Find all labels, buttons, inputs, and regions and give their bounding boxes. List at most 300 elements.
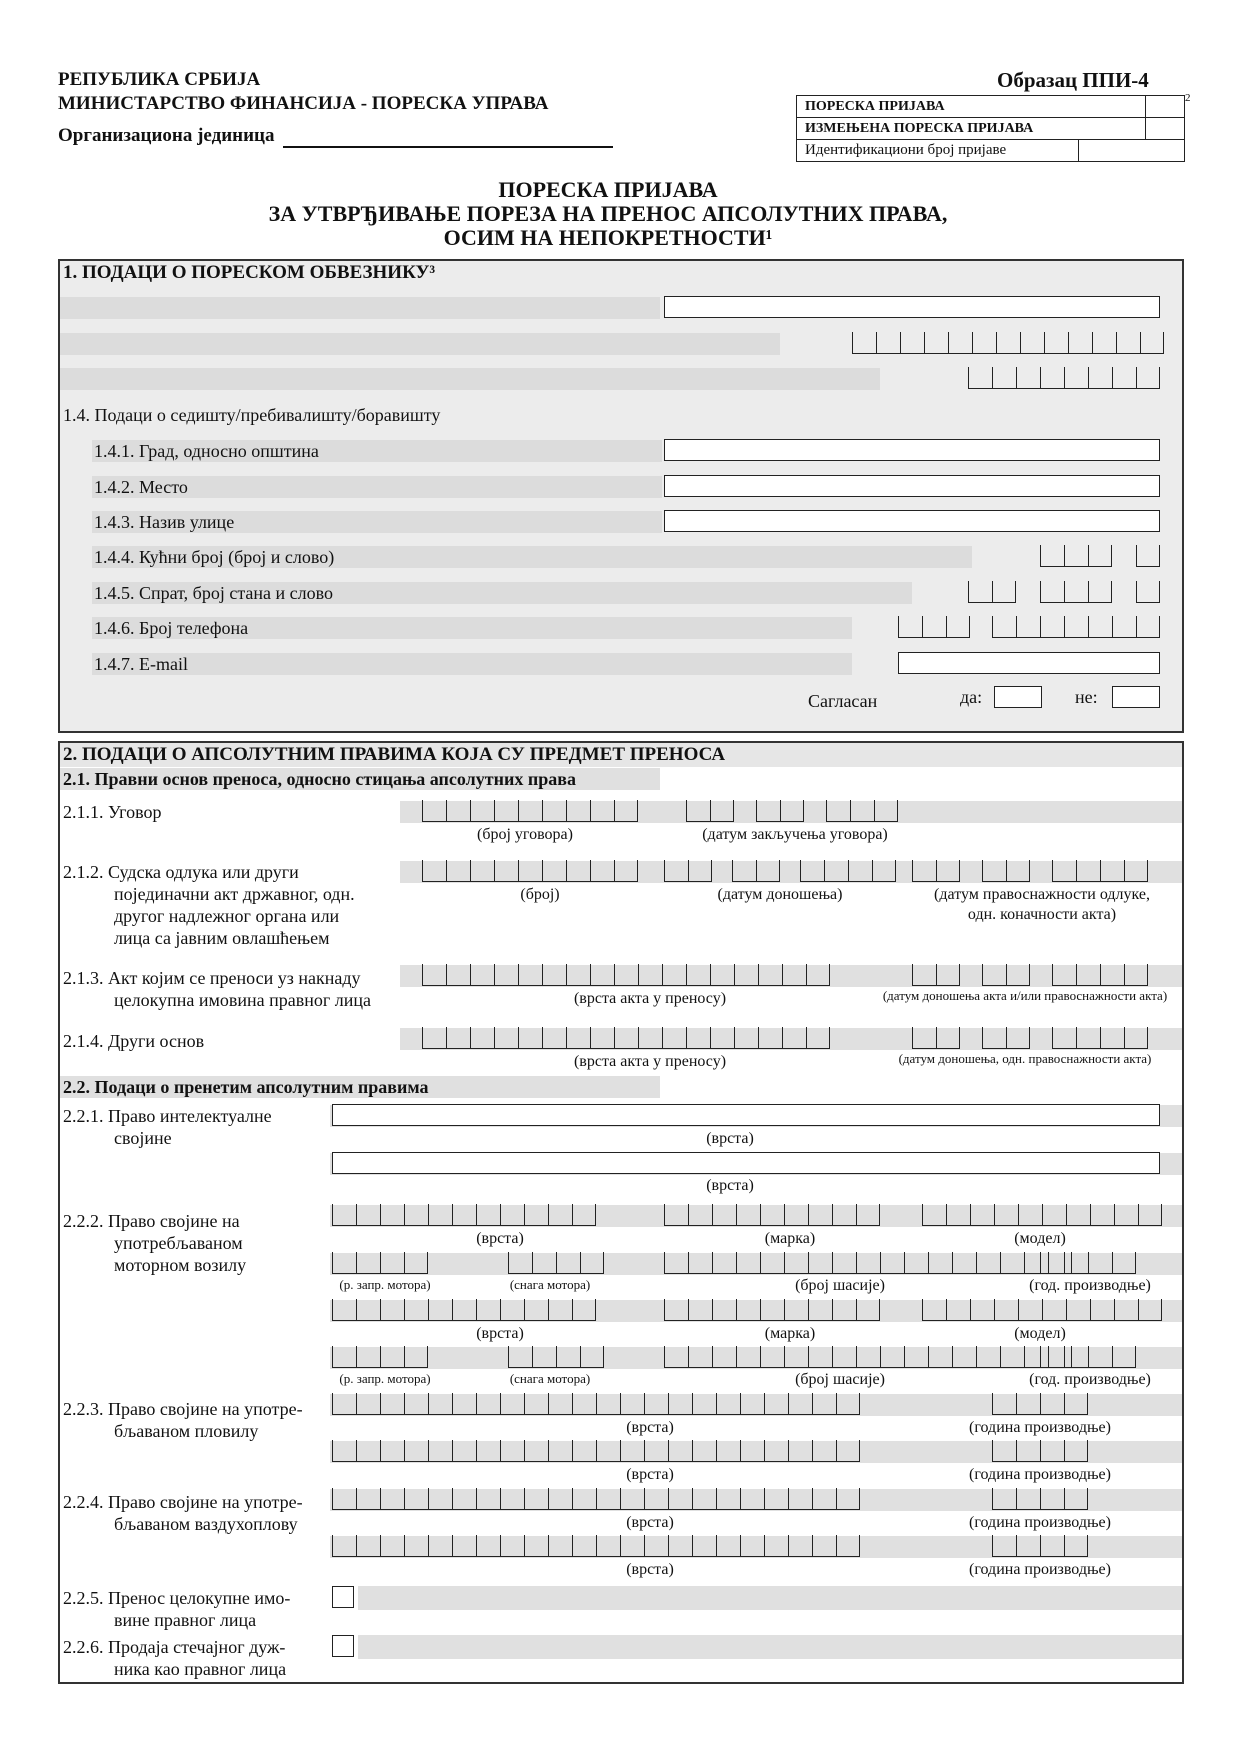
comb-cell[interactable]: [712, 1204, 736, 1226]
comb-cell[interactable]: [404, 1299, 428, 1321]
comb-cell[interactable]: [692, 1488, 716, 1510]
comb-cell[interactable]: [566, 860, 590, 882]
comb-cell[interactable]: [880, 1346, 904, 1368]
comb-cell[interactable]: [976, 1252, 1000, 1274]
contract-number-comb[interactable]: [422, 800, 638, 822]
final-date-month[interactable]: [982, 860, 1030, 882]
house-number-comb[interactable]: [1040, 545, 1112, 567]
comb-cell[interactable]: [452, 1488, 476, 1510]
comb-cell[interactable]: [1140, 332, 1164, 354]
comb-cell[interactable]: [800, 860, 824, 882]
comb-cell[interactable]: [856, 1204, 880, 1226]
comb-cell[interactable]: [686, 964, 710, 986]
comb-cell[interactable]: [572, 1535, 596, 1557]
comb-cell[interactable]: [1066, 1204, 1090, 1226]
comb-cell[interactable]: [356, 1535, 380, 1557]
comb-cell[interactable]: [422, 860, 446, 882]
comb-cell[interactable]: [712, 1346, 736, 1368]
comb-cell[interactable]: [566, 800, 590, 822]
comb-cell[interactable]: [356, 1393, 380, 1415]
comb-cell[interactable]: [1076, 964, 1100, 986]
comb-cell[interactable]: [1112, 616, 1136, 638]
comb-cell[interactable]: [428, 1440, 452, 1462]
comb-cell[interactable]: [404, 1204, 428, 1226]
comb-cell[interactable]: [532, 1252, 556, 1274]
comb-cell[interactable]: [1040, 616, 1064, 638]
comb-cell[interactable]: [664, 860, 688, 882]
comb-cell[interactable]: [760, 1346, 784, 1368]
comb-cell[interactable]: [380, 1204, 404, 1226]
comb-cell[interactable]: [380, 1252, 404, 1274]
act-date-month[interactable]: [982, 964, 1030, 986]
comb-cell[interactable]: [548, 1204, 572, 1226]
comb-cell[interactable]: [422, 800, 446, 822]
comb-cell[interactable]: [1088, 1252, 1112, 1274]
comb-cell[interactable]: [898, 616, 922, 638]
comb-cell[interactable]: [836, 1535, 860, 1557]
comb-cell[interactable]: [972, 332, 996, 354]
comb-cell[interactable]: [452, 1535, 476, 1557]
consent-no-box[interactable]: [1112, 686, 1160, 708]
comb-cell[interactable]: [664, 1299, 688, 1321]
comb-cell[interactable]: [788, 1440, 812, 1462]
comb-cell[interactable]: [596, 1393, 620, 1415]
comb-cell[interactable]: [332, 1252, 356, 1274]
vessel2-year-comb[interactable]: [992, 1440, 1088, 1462]
comb-cell[interactable]: [808, 1204, 832, 1226]
comb-cell[interactable]: [994, 1299, 1018, 1321]
comb-cell[interactable]: [1064, 367, 1088, 389]
comb-cell[interactable]: [808, 1346, 832, 1368]
comb-cell[interactable]: [992, 1393, 1016, 1415]
comb-cell[interactable]: [332, 1440, 356, 1462]
business-name-field[interactable]: [664, 296, 1160, 318]
comb-cell[interactable]: [912, 860, 936, 882]
vehicle2-type-comb[interactable]: [332, 1299, 596, 1321]
comb-cell[interactable]: [596, 1488, 620, 1510]
comb-cell[interactable]: [1136, 367, 1160, 389]
vehicle2-engine-power-comb[interactable]: [508, 1346, 604, 1368]
comb-cell[interactable]: [500, 1299, 524, 1321]
comb-cell[interactable]: [736, 1204, 760, 1226]
comb-cell[interactable]: [644, 1488, 668, 1510]
comb-cell[interactable]: [476, 1535, 500, 1557]
comb-cell[interactable]: [470, 964, 494, 986]
comb-cell[interactable]: [832, 1346, 856, 1368]
comb-cell[interactable]: [952, 1346, 976, 1368]
comb-cell[interactable]: [992, 581, 1016, 603]
email-field[interactable]: [898, 652, 1160, 674]
other-date-year[interactable]: [1052, 1027, 1148, 1049]
comb-cell[interactable]: [788, 1393, 812, 1415]
contract-date-month[interactable]: [756, 800, 804, 822]
comb-cell[interactable]: [1088, 545, 1112, 567]
comb-cell[interactable]: [404, 1440, 428, 1462]
comb-cell[interactable]: [566, 964, 590, 986]
comb-cell[interactable]: [590, 860, 614, 882]
comb-cell[interactable]: [1064, 616, 1088, 638]
comb-cell[interactable]: [664, 1346, 688, 1368]
comb-cell[interactable]: [1114, 1204, 1138, 1226]
comb-cell[interactable]: [1040, 1346, 1064, 1368]
aircraft2-type-comb[interactable]: [332, 1535, 860, 1557]
comb-cell[interactable]: [614, 964, 638, 986]
comb-cell[interactable]: [1088, 367, 1112, 389]
comb-cell[interactable]: [356, 1204, 380, 1226]
comb-cell[interactable]: [1124, 964, 1148, 986]
comb-cell[interactable]: [620, 1393, 644, 1415]
comb-cell[interactable]: [638, 964, 662, 986]
comb-cell[interactable]: [688, 860, 712, 882]
comb-cell[interactable]: [1016, 1488, 1040, 1510]
comb-cell[interactable]: [1124, 1027, 1148, 1049]
comb-cell[interactable]: [832, 1204, 856, 1226]
vehicle1-brand-comb[interactable]: [664, 1204, 880, 1226]
comb-cell[interactable]: [782, 964, 806, 986]
comb-cell[interactable]: [644, 1393, 668, 1415]
comb-cell[interactable]: [1042, 1299, 1066, 1321]
comb-cell[interactable]: [662, 964, 686, 986]
comb-cell[interactable]: [912, 964, 936, 986]
comb-cell[interactable]: [1100, 860, 1124, 882]
final-date-year[interactable]: [1052, 860, 1148, 882]
comb-cell[interactable]: [1100, 964, 1124, 986]
comb-cell[interactable]: [1136, 616, 1160, 638]
comb-cell[interactable]: [1116, 332, 1140, 354]
comb-cell[interactable]: [740, 1393, 764, 1415]
comb-cell[interactable]: [824, 860, 848, 882]
comb-cell[interactable]: [1006, 1027, 1030, 1049]
comb-cell[interactable]: [1044, 332, 1068, 354]
comb-cell[interactable]: [788, 1488, 812, 1510]
comb-cell[interactable]: [784, 1299, 808, 1321]
comb-cell[interactable]: [332, 1393, 356, 1415]
comb-cell[interactable]: [710, 964, 734, 986]
comb-cell[interactable]: [662, 1027, 686, 1049]
comb-cell[interactable]: [508, 1346, 532, 1368]
comb-cell[interactable]: [542, 860, 566, 882]
comb-cell[interactable]: [476, 1440, 500, 1462]
comb-cell[interactable]: [494, 800, 518, 822]
comb-cell[interactable]: [1052, 860, 1076, 882]
comb-cell[interactable]: [1138, 1204, 1162, 1226]
comb-cell[interactable]: [380, 1346, 404, 1368]
comb-cell[interactable]: [380, 1488, 404, 1510]
vessel2-type-comb[interactable]: [332, 1440, 860, 1462]
comb-cell[interactable]: [1040, 1535, 1064, 1557]
aircraft1-year-comb[interactable]: [992, 1488, 1088, 1510]
comb-cell[interactable]: [614, 1027, 638, 1049]
comb-cell[interactable]: [872, 860, 896, 882]
comb-cell[interactable]: [1088, 1346, 1112, 1368]
comb-cell[interactable]: [332, 1346, 356, 1368]
comb-cell[interactable]: [808, 1299, 832, 1321]
comb-cell[interactable]: [688, 1204, 712, 1226]
comb-cell[interactable]: [970, 1204, 994, 1226]
comb-cell[interactable]: [518, 860, 542, 882]
vehicle1-engine-volume-comb[interactable]: [332, 1252, 428, 1274]
comb-cell[interactable]: [922, 616, 946, 638]
status-amended-checkbox[interactable]: [1145, 118, 1184, 139]
comb-cell[interactable]: [668, 1488, 692, 1510]
comb-cell[interactable]: [452, 1204, 476, 1226]
comb-cell[interactable]: [1000, 1346, 1024, 1368]
floor-comb[interactable]: [968, 581, 1016, 603]
comb-cell[interactable]: [476, 1488, 500, 1510]
other-date-month[interactable]: [982, 1027, 1030, 1049]
comb-cell[interactable]: [508, 1252, 532, 1274]
comb-cell[interactable]: [968, 367, 992, 389]
comb-cell[interactable]: [1040, 1488, 1064, 1510]
comb-cell[interactable]: [332, 1299, 356, 1321]
comb-cell[interactable]: [710, 800, 734, 822]
final-date-day[interactable]: [912, 860, 960, 882]
comb-cell[interactable]: [712, 1299, 736, 1321]
comb-cell[interactable]: [668, 1393, 692, 1415]
comb-cell[interactable]: [404, 1488, 428, 1510]
comb-cell[interactable]: [1016, 616, 1040, 638]
comb-cell[interactable]: [446, 1027, 470, 1049]
comb-cell[interactable]: [736, 1299, 760, 1321]
comb-cell[interactable]: [428, 1393, 452, 1415]
other-date-day[interactable]: [912, 1027, 960, 1049]
comb-cell[interactable]: [446, 860, 470, 882]
comb-cell[interactable]: [1064, 1393, 1088, 1415]
comb-cell[interactable]: [1076, 860, 1100, 882]
vessel1-type-comb[interactable]: [332, 1393, 860, 1415]
comb-cell[interactable]: [856, 1252, 880, 1274]
comb-cell[interactable]: [982, 1027, 1006, 1049]
comb-cell[interactable]: [500, 1440, 524, 1462]
comb-cell[interactable]: [1064, 545, 1088, 567]
comb-cell[interactable]: [1040, 367, 1064, 389]
comb-cell[interactable]: [1020, 332, 1044, 354]
comb-cell[interactable]: [1018, 1299, 1042, 1321]
consent-yes-box[interactable]: [994, 686, 1042, 708]
comb-cell[interactable]: [590, 964, 614, 986]
comb-cell[interactable]: [1016, 1393, 1040, 1415]
comb-cell[interactable]: [422, 964, 446, 986]
comb-cell[interactable]: [614, 860, 638, 882]
comb-cell[interactable]: [404, 1252, 428, 1274]
comb-cell[interactable]: [518, 800, 542, 822]
comb-cell[interactable]: [784, 1346, 808, 1368]
comb-cell[interactable]: [524, 1440, 548, 1462]
comb-cell[interactable]: [542, 1027, 566, 1049]
comb-cell[interactable]: [946, 1204, 970, 1226]
comb-cell[interactable]: [982, 860, 1006, 882]
comb-cell[interactable]: [716, 1440, 740, 1462]
comb-cell[interactable]: [1066, 1299, 1090, 1321]
comb-cell[interactable]: [970, 1299, 994, 1321]
contract-date-year[interactable]: [826, 800, 898, 822]
comb-cell[interactable]: [572, 1488, 596, 1510]
comb-cell[interactable]: [852, 332, 876, 354]
act-date-day[interactable]: [912, 964, 960, 986]
comb-cell[interactable]: [1042, 1204, 1066, 1226]
comb-cell[interactable]: [452, 1393, 476, 1415]
comb-cell[interactable]: [500, 1535, 524, 1557]
comb-cell[interactable]: [494, 1027, 518, 1049]
ip-right-type-field-1[interactable]: [332, 1104, 1160, 1126]
comb-cell[interactable]: [620, 1440, 644, 1462]
comb-cell[interactable]: [812, 1488, 836, 1510]
comb-cell[interactable]: [812, 1535, 836, 1557]
comb-cell[interactable]: [332, 1204, 356, 1226]
comb-cell[interactable]: [356, 1440, 380, 1462]
comb-cell[interactable]: [1136, 545, 1160, 567]
comb-cell[interactable]: [518, 1027, 542, 1049]
comb-cell[interactable]: [404, 1535, 428, 1557]
comb-cell[interactable]: [404, 1346, 428, 1368]
comb-cell[interactable]: [644, 1440, 668, 1462]
comb-cell[interactable]: [734, 1027, 758, 1049]
comb-cell[interactable]: [548, 1488, 572, 1510]
comb-cell[interactable]: [946, 1299, 970, 1321]
comb-cell[interactable]: [1064, 581, 1088, 603]
comb-cell[interactable]: [1124, 860, 1148, 882]
comb-cell[interactable]: [428, 1535, 452, 1557]
comb-cell[interactable]: [494, 860, 518, 882]
comb-cell[interactable]: [356, 1488, 380, 1510]
comb-cell[interactable]: [470, 1027, 494, 1049]
comb-cell[interactable]: [716, 1488, 740, 1510]
comb-cell[interactable]: [760, 1204, 784, 1226]
comb-cell[interactable]: [1006, 964, 1030, 986]
comb-cell[interactable]: [758, 1027, 782, 1049]
comb-cell[interactable]: [856, 1346, 880, 1368]
comb-cell[interactable]: [524, 1299, 548, 1321]
comb-cell[interactable]: [1040, 1440, 1064, 1462]
comb-cell[interactable]: [380, 1440, 404, 1462]
comb-cell[interactable]: [952, 1252, 976, 1274]
comb-cell[interactable]: [848, 860, 872, 882]
comb-cell[interactable]: [976, 1346, 1000, 1368]
decision-number-comb[interactable]: [422, 860, 638, 882]
status-tax-return-checkbox[interactable]: [1145, 96, 1184, 117]
comb-cell[interactable]: [782, 1027, 806, 1049]
comb-cell[interactable]: [922, 1204, 946, 1226]
comb-cell[interactable]: [524, 1488, 548, 1510]
comb-cell[interactable]: [876, 332, 900, 354]
tax-id-comb[interactable]: [852, 332, 1164, 354]
comb-cell[interactable]: [992, 1440, 1016, 1462]
comb-cell[interactable]: [566, 1027, 590, 1049]
comb-cell[interactable]: [476, 1299, 500, 1321]
comb-cell[interactable]: [812, 1440, 836, 1462]
comb-cell[interactable]: [380, 1535, 404, 1557]
comb-cell[interactable]: [1138, 1299, 1162, 1321]
comb-cell[interactable]: [736, 1346, 760, 1368]
comb-cell[interactable]: [1112, 1252, 1136, 1274]
comb-cell[interactable]: [688, 1346, 712, 1368]
comb-cell[interactable]: [356, 1299, 380, 1321]
comb-cell[interactable]: [1064, 1488, 1088, 1510]
comb-cell[interactable]: [476, 1204, 500, 1226]
comb-cell[interactable]: [446, 800, 470, 822]
comb-cell[interactable]: [760, 1252, 784, 1274]
comb-cell[interactable]: [524, 1535, 548, 1557]
comb-cell[interactable]: [808, 1252, 832, 1274]
comb-cell[interactable]: [572, 1393, 596, 1415]
comb-cell[interactable]: [732, 860, 756, 882]
comb-cell[interactable]: [404, 1393, 428, 1415]
comb-cell[interactable]: [764, 1440, 788, 1462]
comb-cell[interactable]: [428, 1488, 452, 1510]
comb-cell[interactable]: [692, 1393, 716, 1415]
house-letter-comb[interactable]: [1136, 545, 1160, 567]
comb-cell[interactable]: [500, 1488, 524, 1510]
comb-cell[interactable]: [912, 1027, 936, 1049]
aircraft2-year-comb[interactable]: [992, 1535, 1088, 1557]
comb-cell[interactable]: [356, 1252, 380, 1274]
comb-cell[interactable]: [1016, 367, 1040, 389]
comb-cell[interactable]: [518, 964, 542, 986]
comb-cell[interactable]: [686, 1027, 710, 1049]
comb-cell[interactable]: [764, 1488, 788, 1510]
comb-cell[interactable]: [1052, 1027, 1076, 1049]
comb-cell[interactable]: [524, 1393, 548, 1415]
vehicle2-engine-volume-comb[interactable]: [332, 1346, 428, 1368]
comb-cell[interactable]: [904, 1346, 928, 1368]
comb-cell[interactable]: [922, 1299, 946, 1321]
comb-cell[interactable]: [936, 860, 960, 882]
comb-cell[interactable]: [1018, 1204, 1042, 1226]
comb-cell[interactable]: [332, 1488, 356, 1510]
comb-cell[interactable]: [380, 1299, 404, 1321]
comb-cell[interactable]: [668, 1535, 692, 1557]
vehicle2-year-comb[interactable]: [1040, 1346, 1136, 1368]
comb-cell[interactable]: [740, 1440, 764, 1462]
comb-cell[interactable]: [784, 1252, 808, 1274]
comb-cell[interactable]: [1088, 581, 1112, 603]
comb-cell[interactable]: [1064, 1252, 1088, 1274]
comb-cell[interactable]: [692, 1535, 716, 1557]
comb-cell[interactable]: [1114, 1299, 1138, 1321]
comb-cell[interactable]: [356, 1346, 380, 1368]
comb-cell[interactable]: [620, 1535, 644, 1557]
comb-cell[interactable]: [716, 1393, 740, 1415]
comb-cell[interactable]: [692, 1440, 716, 1462]
vessel1-year-comb[interactable]: [992, 1393, 1088, 1415]
comb-cell[interactable]: [590, 1027, 614, 1049]
decision-date-month[interactable]: [732, 860, 780, 882]
comb-cell[interactable]: [1112, 367, 1136, 389]
comb-cell[interactable]: [596, 1440, 620, 1462]
comb-cell[interactable]: [494, 964, 518, 986]
comb-cell[interactable]: [756, 860, 780, 882]
comb-cell[interactable]: [946, 616, 970, 638]
comb-cell[interactable]: [548, 1535, 572, 1557]
comb-cell[interactable]: [556, 1346, 580, 1368]
comb-cell[interactable]: [686, 800, 710, 822]
comb-cell[interactable]: [590, 800, 614, 822]
comb-cell[interactable]: [548, 1299, 572, 1321]
comb-cell[interactable]: [572, 1440, 596, 1462]
comb-cell[interactable]: [422, 1027, 446, 1049]
comb-cell[interactable]: [712, 1252, 736, 1274]
comb-cell[interactable]: [758, 964, 782, 986]
other-basis-type-comb[interactable]: [422, 1027, 830, 1049]
comb-cell[interactable]: [380, 1393, 404, 1415]
vehicle1-engine-power-comb[interactable]: [508, 1252, 604, 1274]
comb-cell[interactable]: [1100, 1027, 1124, 1049]
comb-cell[interactable]: [1006, 860, 1030, 882]
city-field[interactable]: [664, 439, 1160, 461]
vehicle2-brand-comb[interactable]: [664, 1299, 880, 1321]
comb-cell[interactable]: [806, 1027, 830, 1049]
comb-cell[interactable]: [740, 1535, 764, 1557]
